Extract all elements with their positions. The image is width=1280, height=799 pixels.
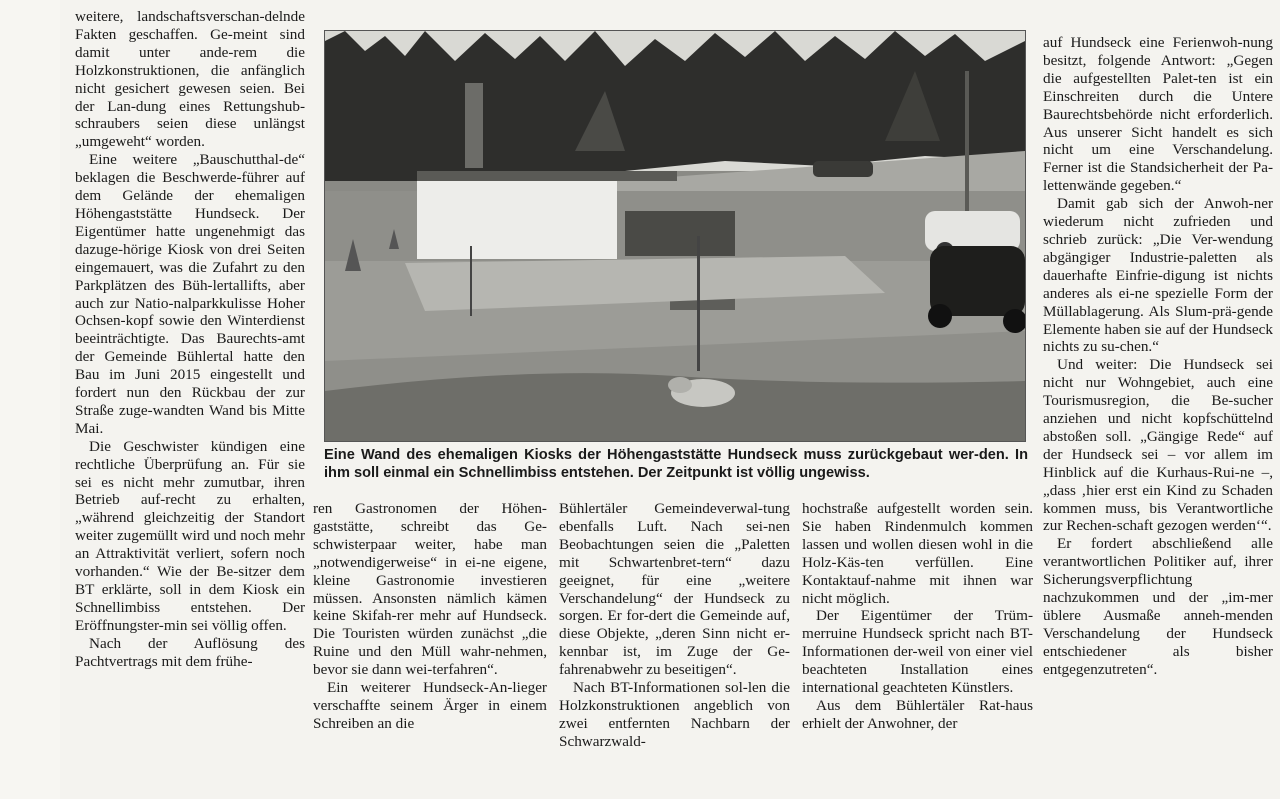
paragraph: weitere, landschaftsverschan-delnde Fakten geschaffen. Ge-meint sind damit unter ande-rem die Holzkonstruktionen, die anfänglich nicht gesichert gewesen seien. Bei der Lan-dung eines Rettungshub-schraubers seien diese unlängst „umgeweht“ worden. — [75, 8, 305, 151]
paragraph: Der Eigentümer der Trüm-merruine Hundseck spricht nach BT-Informationen der-weil von einer viel beachteten Installation eines international geachteten Künstlers. — [802, 607, 1033, 697]
paragraph: hochstraße aufgestellt worden sein. Sie haben Rindenmulch kommen lassen und wollen diesen wohl in die Holz-Käs-ten verfüllen. Eine Kontaktauf-nahme mit ihnen war nicht möglich. — [802, 500, 1033, 607]
paragraph: Damit gab sich der Anwoh-ner wiederum nicht zufrieden und schrieb zurück: „Die Ver-wendung abgängiger Industrie-paletten als dauerhafte Einfrie-digung ist nichts anderes als ei-ne spezielle Form der Müllablagerung. Als Slum-prä-gende Elemente haben sie auf der Hundseck nichts zu su-chen.“ — [1043, 195, 1273, 356]
paragraph: Er fordert abschließend alle verantwortlichen Politiker auf, ihrer Sicherungsverpflichtung nachzukommen und der „im-mer üblere Ausmaße anneh-menden Verschandelung der Hundseck entschiedener als bisher entgegenzutreten“. — [1043, 535, 1273, 678]
paragraph: Nach der Auflösung des Pachtvertrags mit dem frühe- — [75, 634, 305, 670]
scan-margin — [0, 0, 60, 799]
paragraph: Und weiter: Die Hundseck sei nicht nur Wohngebiet, auch eine Tourismusregion, die Be-sucher anziehen und nicht kopfschüttelnd abstoßen soll. „Gängige Rede“ auf der Hundseck sei – vor allem im Hinblick auf die Kurhaus-Rui-ne –, „dass ‚hier erst ein Kind zu Schaden kommen muss, bis Verantwortliche zur Rechen-schaft gezogen werden‘“. — [1043, 356, 1273, 535]
paragraph: Ein weiterer Hundseck-An-lieger verschaffte seinem Ärger in einem Schreiben an die — [313, 679, 547, 732]
paragraph: auf Hundseck eine Ferienwoh-nung besitzt, folgende Antwort: „Gegen die aufgestellten Palet-ten ist ein Einschreiten durch die Untere Baurechtsbehörde nicht erforderlich. Aus unserer Sicht handelt es sich nicht um eine Verschandelung. Ferner ist die Standsicherheit der Pa-lettenwände gegeben.“ — [1043, 34, 1273, 195]
article-column-2 — [313, 500, 547, 795]
photo-caption: Eine Wand des ehemaligen Kiosks der Höhengaststätte Hundseck muss zurückgebaut wer-den. In ihm soll einmal ein Schnellimbiss entstehen. Der Zeitpunkt ist völlig ungewiss. — [324, 447, 1028, 481]
paragraph: Aus dem Bühlertäler Rat-haus erhielt der Anwohner, der — [802, 696, 1033, 732]
article-column-1 — [75, 8, 305, 798]
paragraph: Eine weitere „Bauschutthal-de“ beklagen die Beschwerde-führer auf dem Gelände der ehemaligen Höhengaststätte Hundseck. Der Eigentümer hatte ungenehmigt das dazuge-hörige Kiosk von drei Seiten eingemauert, was die Zufahrt zu den Parkplätzen des Büh-lertallifts, aber auch zur Natio-nalparkkulisse Hoher Ochsen-kopf sowie den Winterdienst beeinträchtigte. Das Baurechts-amt der Gemeinde Bühlertal hatte den Bau im Juni 2015 eingestellt und fordert nun den Rückbau der zur Straße zuge-wandten Wand bis Mitte Mai. — [75, 151, 305, 437]
article-column-4 — [802, 500, 1033, 795]
article-column-3 — [559, 500, 790, 795]
paragraph: Die Geschwister kündigen eine rechtliche Überprüfung an. Für sie sei es nicht mehr zumutbar, ihren Betrieb auf-recht zu erhalten, „während gleichzeitig der Standort weiter zugemüllt wird und noch mehr an Attraktivität verliert, sofern noch vorhanden.“ Wie der Be-sitzer dem BT erklärte, soll in dem Kiosk ein Schnellimbiss entstehen. Der Eröffnungster-min sei völlig offen. — [75, 437, 305, 634]
article-column-5 — [1043, 34, 1273, 795]
paragraph: ren Gastronomen der Höhen-gaststätte, schreibt das Ge-schwisterpaar weiter, habe man „notwendigerweise“ in ei-ne eigene, kleine Gastronomie investieren müssen. Ansonsten nämlich kämen keine Skifah-rer mehr auf Hundseck. Die Touristen würden zunächst „die Ruine und den Müll wahr-nehmen, bevor sie dann wei-terfahren“. — [313, 500, 547, 679]
paragraph: Bühlertäler Gemeindeverwal-tung ebenfalls Luft. Nach sei-nen Beobachtungen seien die „Paletten mit Schwartenbret-tern“ dazu geeignet, für eine „weitere Verschandelung“ der Hundseck zu sorgen. Er for-dert die Gemeinde auf, diese Objekte, „deren Sinn nicht er-kennbar ist, im Zuge der Ge-fahrenabwehr zu beseitigen“. — [559, 500, 790, 679]
paragraph: Nach BT-Informationen sol-len die Holzkonstruktionen angeblich von zwei entfernten Nachbarn der Schwarzwald- — [559, 679, 790, 750]
news-photo-kiosk-wall — [324, 30, 1026, 442]
